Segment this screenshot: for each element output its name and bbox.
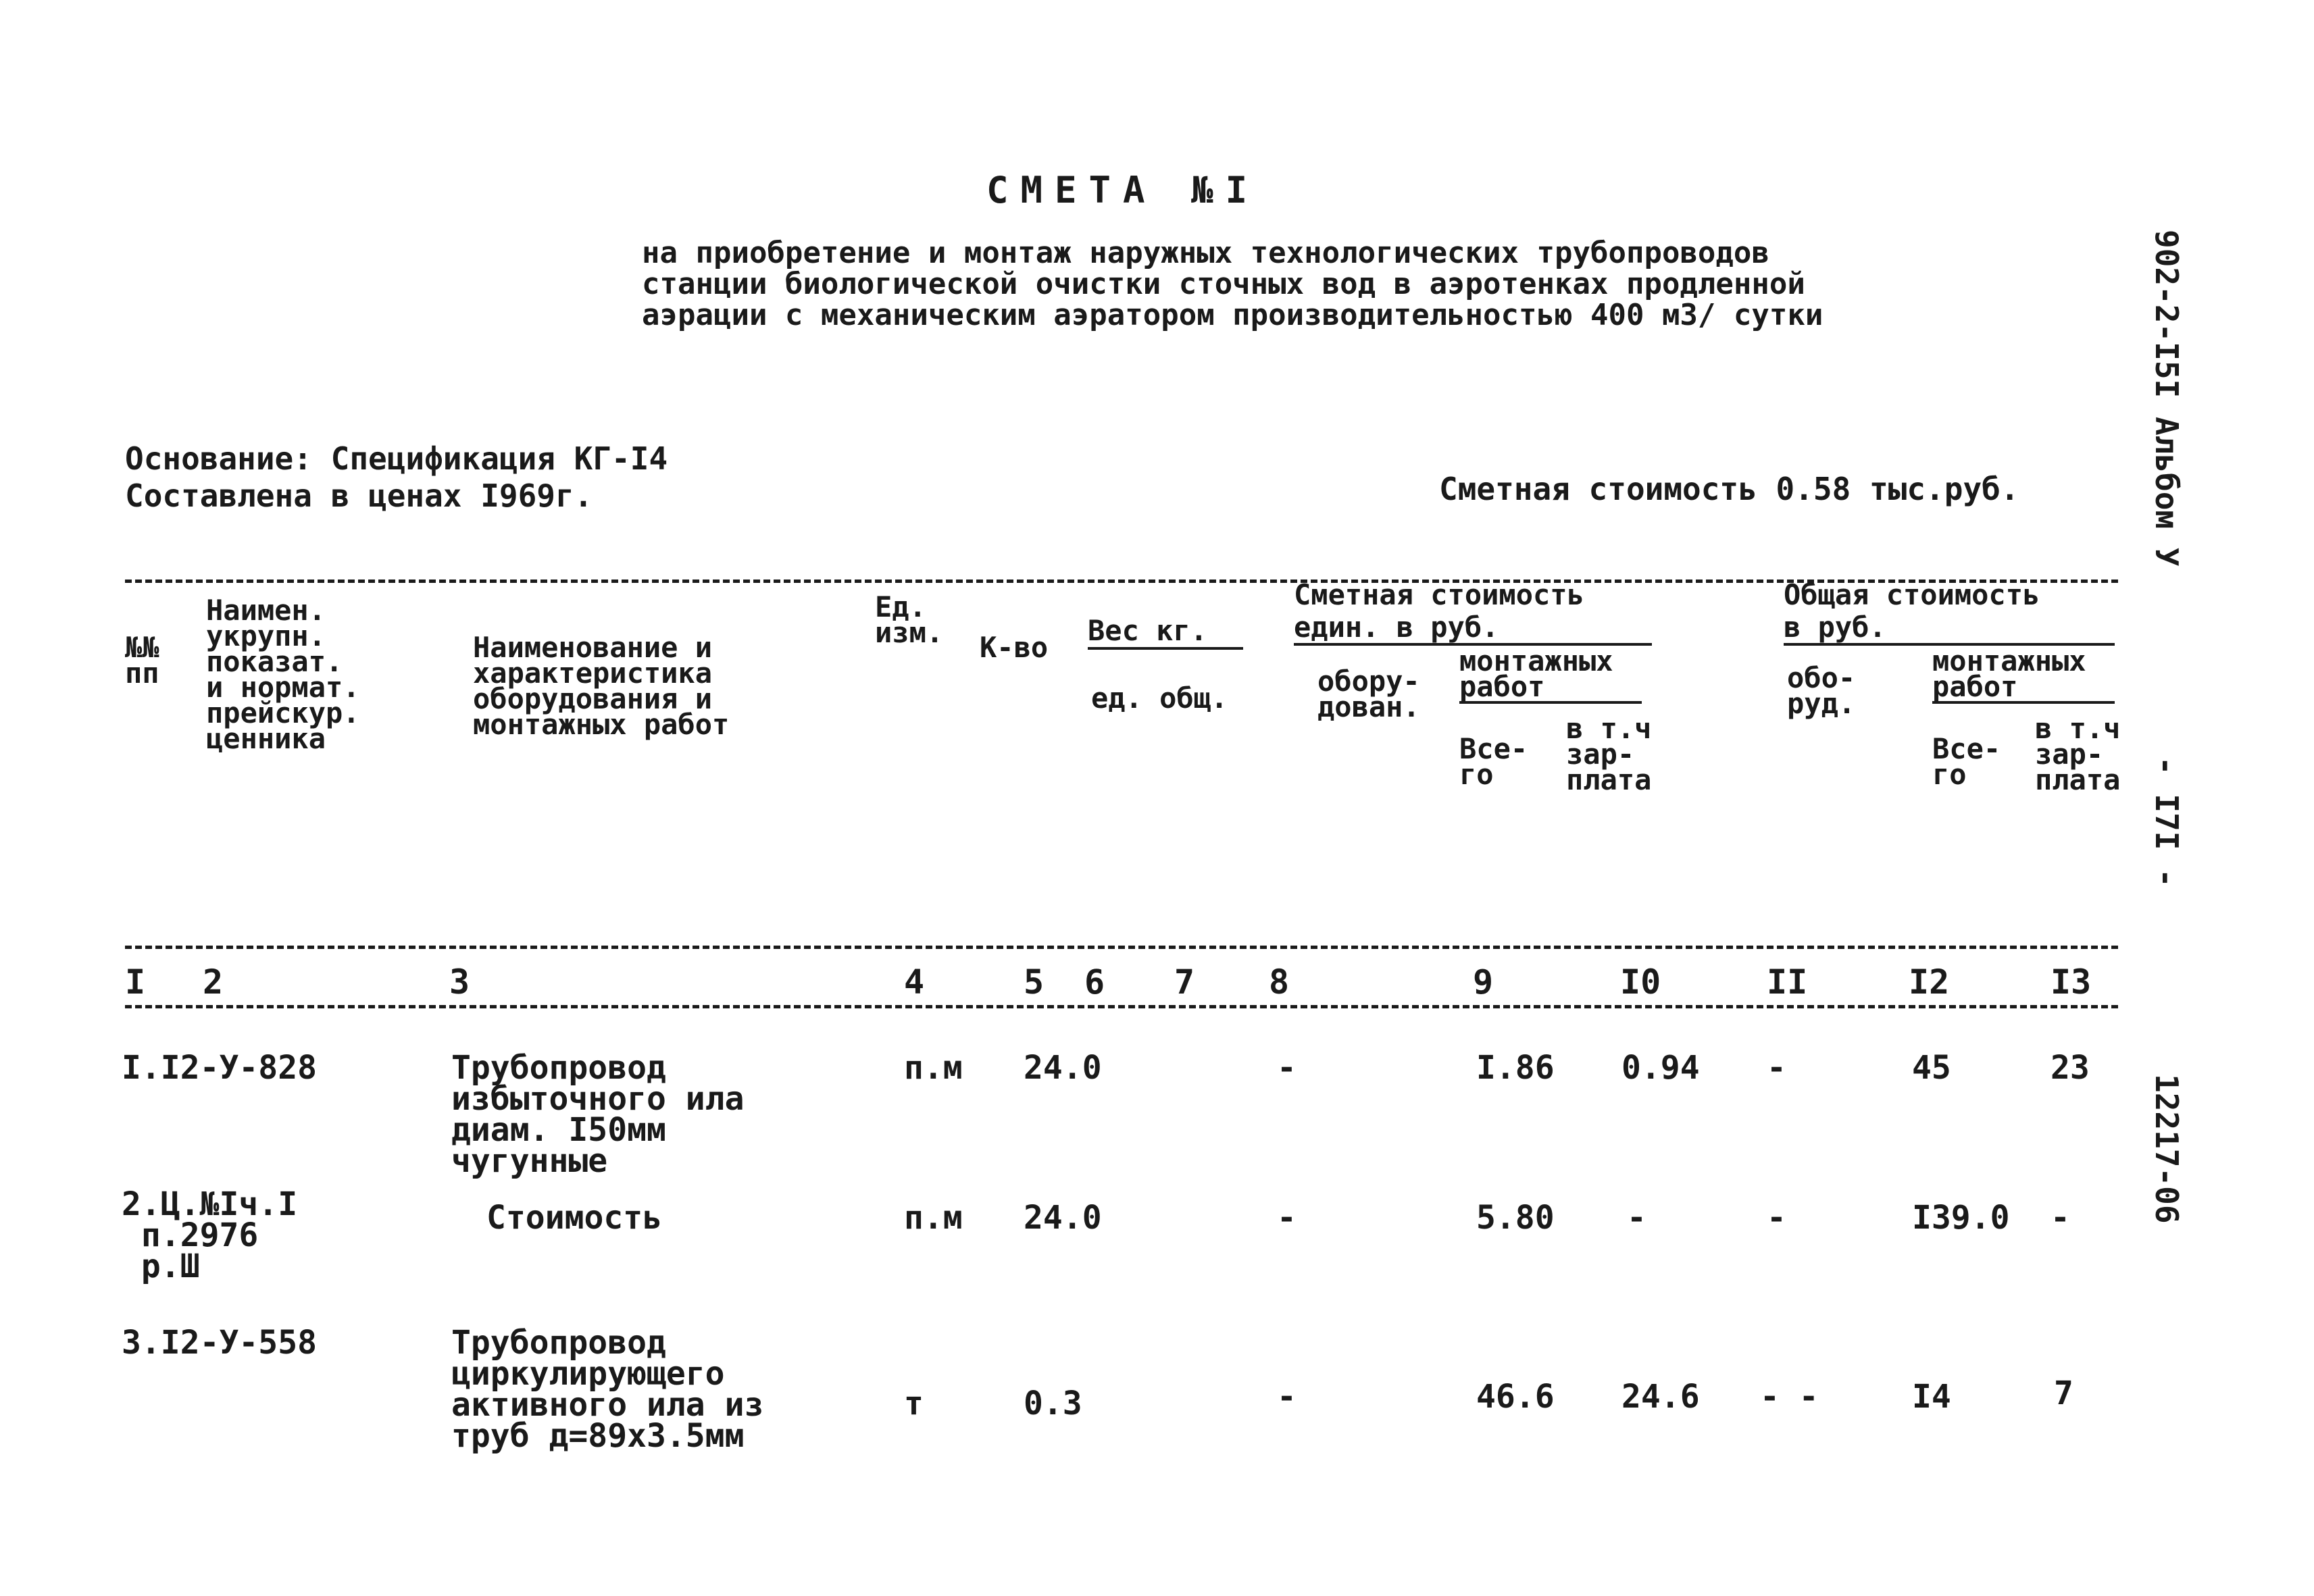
header-equip: обору- дован. <box>1317 665 1420 723</box>
colnum-12: I2 <box>1909 962 1950 1002</box>
header-mont-underline <box>1459 701 1642 704</box>
colnum-7: 7 <box>1174 962 1195 1002</box>
colnum-8: 8 <box>1269 962 1290 1002</box>
colnum-3: 3 <box>449 962 470 1002</box>
header-col-qty: К-во <box>980 631 1049 664</box>
header-bottom-rule <box>125 946 2118 949</box>
table-row-1-equip: - <box>1277 1049 1297 1087</box>
header-vtch2: в т.ч зар- плата <box>2035 712 2121 796</box>
table-row-2-ttotal: I39.0 <box>1912 1199 2010 1237</box>
header-col-unit: Ед. изм. <box>875 590 944 649</box>
table-row-3-equip: - <box>1277 1378 1297 1416</box>
document-subtitle: на приобретение и монтаж наружных технологических трубопроводов станции биологической очистки сточных вод в аэротенках продленной аэрации с механическим аэратором производительностью 400 м3/ сутки <box>642 236 1823 332</box>
table-row-2-code: 2.Ц.№Iч.I п.2976 р.Ш <box>122 1185 298 1285</box>
table-row-1-qty: 24.0 <box>1024 1049 1102 1087</box>
table-row-1-code: I.I2-У-828 <box>122 1049 317 1087</box>
colnum-13: I3 <box>2051 962 2092 1002</box>
header-weight: Вес кг. <box>1088 614 1208 647</box>
table-row-2-unit: п.м <box>904 1199 963 1237</box>
header-total: Общая стоимость <box>1784 578 2040 611</box>
header-mont2: монтажных работ <box>1932 644 2086 703</box>
header-col-number: №№ пп <box>125 631 159 690</box>
table-row-1-wage: 0.94 <box>1621 1049 1700 1087</box>
table-row-3-wage: 24.6 <box>1621 1378 1700 1416</box>
table-row-3-twage: 7 <box>2054 1374 2073 1412</box>
header-vsego: Все- го <box>1459 732 1528 791</box>
header-vsego2: Все- го <box>1932 732 2001 791</box>
table-row-3-code: 3.I2-У-558 <box>122 1324 317 1362</box>
table-row-2-tequip: - <box>1767 1199 1786 1237</box>
header-weight-sub: ед. общ. <box>1091 681 1228 715</box>
table-row-2-twage: - <box>2051 1199 2070 1237</box>
table-row-3-name: Трубопровод циркулирующего активного ила из труб д=89х3.5мм <box>451 1324 764 1455</box>
table-row-2-equip: - <box>1277 1199 1297 1237</box>
colnum-1: I <box>125 962 146 1002</box>
colnum-4: 4 <box>904 962 925 1002</box>
table-row-2-wage: - <box>1627 1199 1646 1237</box>
header-col-norm: Наимен. укрупн. показат. и нормат. прейскур. ценника <box>206 594 360 755</box>
table-row-1-tequip: - <box>1767 1049 1786 1087</box>
colnum-rule <box>125 1005 2118 1008</box>
document-title: СМЕТА №I <box>986 169 1260 211</box>
header-mont2-underline <box>1932 701 2115 704</box>
header-mont: монтажных работ <box>1459 644 1613 703</box>
estimated-cost: Сметная стоимость 0.58 тыс.руб. <box>1439 471 2019 507</box>
side-number: 12217-06 <box>2148 1074 2185 1224</box>
colnum-5: 5 <box>1024 962 1045 1002</box>
basis-line: Основание: Спецификация КГ-I4 <box>125 440 668 477</box>
table-row-1-twage: 23 <box>2051 1049 2090 1087</box>
table-row-1-name: Трубопровод избыточного ила диам. I50мм чугунные <box>451 1049 745 1180</box>
header-col-name: Наименование и характеристика оборудования и монтажных работ <box>473 631 730 741</box>
table-row-3-tequip: - - <box>1760 1378 1819 1416</box>
table-row-2-name: Стоимость <box>486 1199 663 1237</box>
table-row-1-total: I.86 <box>1476 1049 1555 1087</box>
colnum-6: 6 <box>1084 962 1105 1002</box>
table-row-3-ttotal: I4 <box>1912 1378 1951 1416</box>
header-smet2: един. в руб. <box>1294 611 1499 644</box>
table-row-2-qty: 24.0 <box>1024 1199 1102 1237</box>
prices-line: Составлена в ценах I969г. <box>125 478 593 514</box>
table-row-1-ttotal: 45 <box>1912 1049 1951 1087</box>
side-page: - I7I - <box>2148 756 2185 887</box>
header-equip2: обо- руд. <box>1787 661 1856 720</box>
header-weight-underline <box>1088 647 1243 650</box>
table-row-3-qty: 0.3 <box>1024 1385 1082 1422</box>
table-row-3-unit: т <box>904 1385 924 1422</box>
table-row-1-unit: п.м <box>904 1049 963 1087</box>
side-code: 902-2-I5I Альбом У <box>2148 230 2185 567</box>
colnum-2: 2 <box>203 962 224 1002</box>
table-row-2-total: 5.80 <box>1476 1199 1555 1237</box>
header-total2: в руб. <box>1784 611 1886 644</box>
colnum-11: II <box>1767 962 1808 1002</box>
header-smet: Сметная стоимость <box>1294 578 1584 611</box>
table-row-3-total: 46.6 <box>1476 1378 1555 1416</box>
header-vtch: в т.ч зар- плата <box>1566 712 1652 796</box>
colnum-10: I0 <box>1620 962 1661 1002</box>
colnum-9: 9 <box>1473 962 1494 1002</box>
